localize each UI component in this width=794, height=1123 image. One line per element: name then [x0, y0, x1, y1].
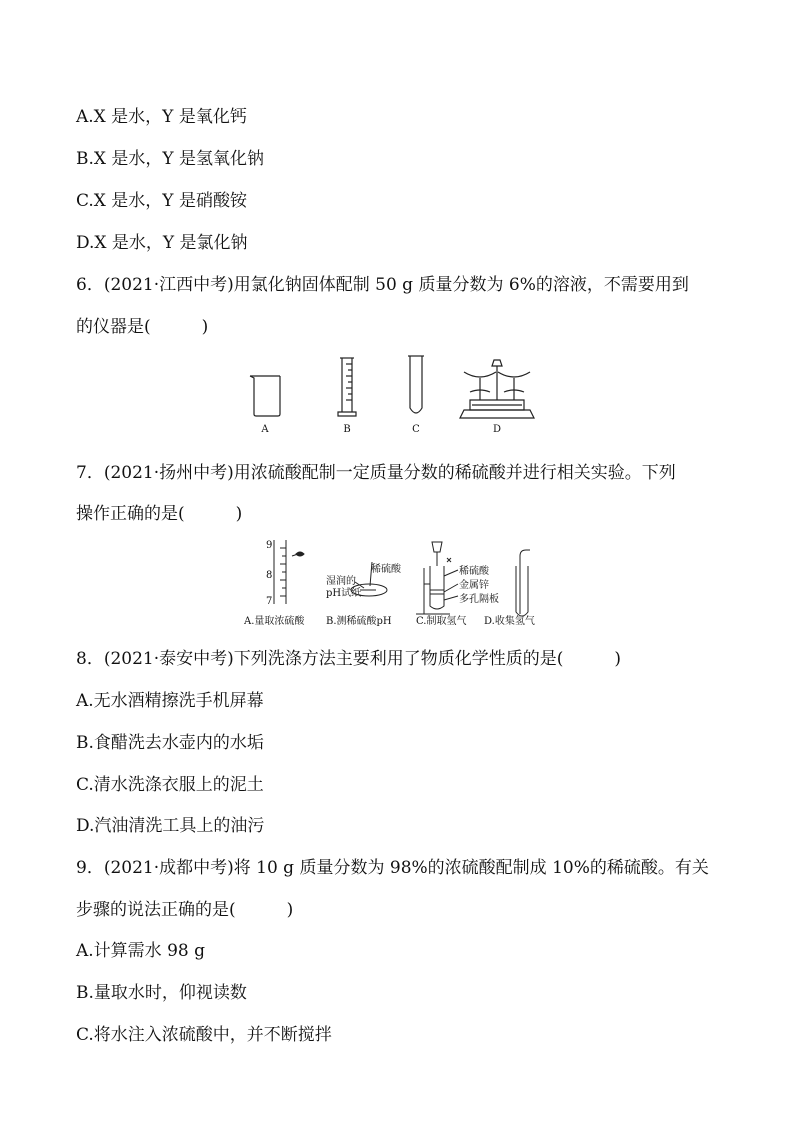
q6-label-c: C [412, 424, 420, 435]
q7-caption-c: C.制取氢气 [416, 616, 467, 627]
q7-caption-a: A.量取浓硫酸 [244, 616, 305, 627]
q5-option-c: C.X 是水，Y 是硝酸铵 [76, 191, 247, 211]
q7-label-plate: 多孔隔板 [459, 594, 499, 605]
q6-stem-line2: 的仪器是( ) [76, 317, 209, 337]
q7-label-wet-ph-2: pH试纸 [326, 588, 362, 599]
q9-stem-line1: 9．(2021·成都中考)将 10 g 质量分数为 98%的浓硫酸配制成 10%的稀硫酸。有关 [76, 858, 709, 878]
q8-option-d: D.汽油清洗工具上的油污 [76, 816, 265, 836]
q6-label-b: B [343, 424, 351, 435]
q7-label-wet-ph-1: 湿润的 [326, 576, 356, 587]
balance-scale-icon [460, 360, 534, 418]
q6-label-a: A [261, 424, 269, 435]
gas-collection-tube-icon [516, 550, 530, 616]
q7-label-dilute-acid-b: 稀硫酸 [371, 564, 401, 575]
q5-option-b: B.X 是水，Y 是氢氧化钠 [76, 149, 265, 169]
q7-label-dilute-acid-c: 稀硫酸 [459, 566, 489, 577]
eye-icon [292, 552, 304, 556]
q7-label-zinc: 金属锌 [459, 580, 489, 591]
q7-stem-line1: 7．(2021·扬州中考)用浓硫酸配制一定质量分数的稀硫酸并进行相关实验。下列 [76, 463, 676, 483]
q9-option-a: A.计算需水 98 g [76, 941, 206, 961]
q9-stem-line2: 步骤的说法正确的是( ) [76, 900, 294, 920]
q5-option-a: A.X 是水，Y 是氧化钙 [76, 107, 247, 127]
q7-stem-line2: 操作正确的是( ) [76, 504, 243, 524]
q7-caption-b: B.测稀硫酸pH [326, 616, 392, 627]
q7-scale-7: 7 [266, 596, 273, 607]
beaker-icon [250, 376, 280, 416]
q5-option-d: D.X 是水，Y 是氯化钠 [76, 233, 248, 253]
q8-option-a: A.无水酒精擦洗手机屏幕 [76, 691, 264, 711]
graduated-cylinder-icon [338, 358, 356, 416]
hydrogen-generator-icon [416, 542, 458, 614]
q7-caption-d: D.收集氢气 [484, 616, 535, 627]
q8-option-b: B.食醋洗去水壶内的水垢 [76, 733, 264, 753]
q6-stem-line1: 6．(2021·江西中考)用氯化钠固体配制 50 g 质量分数为 6%的溶液，不需要用到 [76, 275, 689, 295]
q8-option-c: C.清水洗涤衣服上的泥土 [76, 775, 264, 795]
q7-scale-9: 9 [266, 540, 273, 551]
graduated-cylinder-icon [274, 540, 286, 604]
test-tube-icon [408, 356, 424, 413]
q6-instruments-figure [246, 352, 546, 436]
q7-scale-8: 8 [266, 570, 273, 581]
q6-label-d: D [492, 424, 502, 435]
q9-option-b: B.量取水时，仰视读数 [76, 983, 247, 1003]
q7-experiment-figure [244, 538, 550, 630]
q9-option-c: C.将水注入浓硫酸中，并不断搅拌 [76, 1025, 332, 1045]
q8-stem: 8．(2021·泰安中考)下列洗涤方法主要利用了物质化学性质的是( ) [76, 649, 622, 669]
